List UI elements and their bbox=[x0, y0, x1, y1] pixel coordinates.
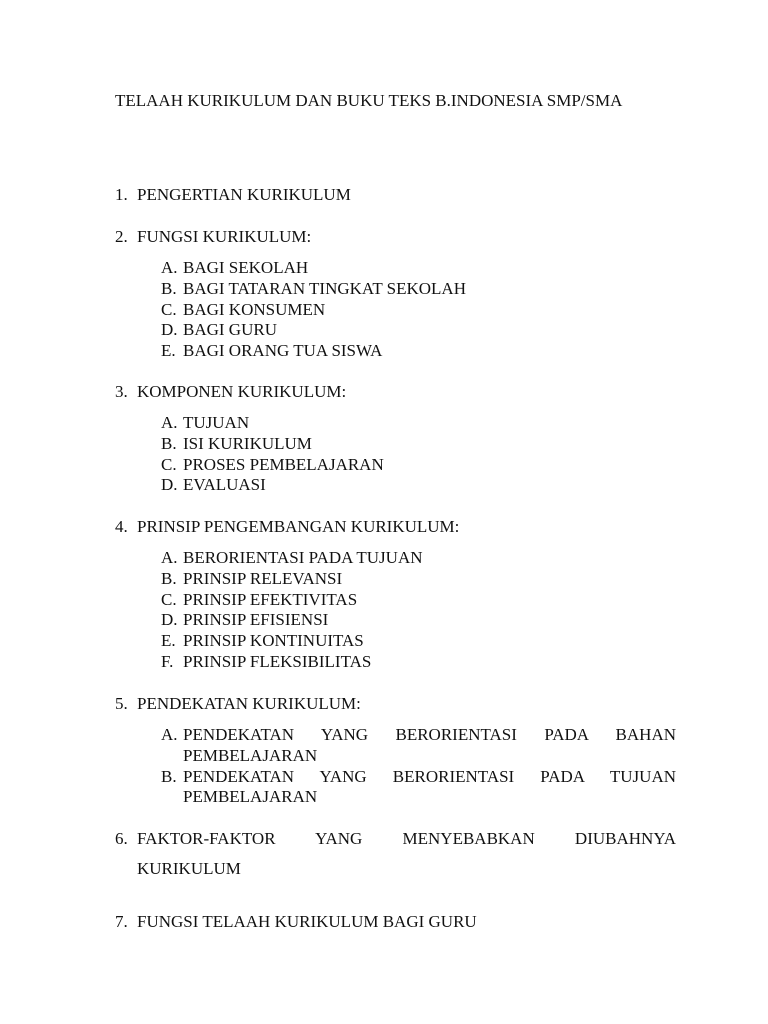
sub-text: TUJUAN bbox=[183, 413, 250, 432]
item-number: 4. bbox=[115, 517, 128, 536]
item-heading-continuation: KURIKULUM bbox=[137, 859, 241, 878]
sub-letter: C. bbox=[161, 589, 177, 609]
item-number: 3. bbox=[115, 382, 128, 401]
item-heading: KOMPONEN KURIKULUM: bbox=[137, 382, 347, 401]
sub-text: BAGI SEKOLAH bbox=[183, 258, 309, 277]
sub-letter: E. bbox=[161, 341, 176, 361]
sub-item bbox=[161, 767, 676, 809]
sub-letter: D. bbox=[161, 475, 178, 495]
sublist-item-4 bbox=[161, 548, 676, 673]
sub-item bbox=[161, 434, 676, 455]
item-heading: FUNGSI TELAAH KURIKULUM BAGI GURU bbox=[137, 912, 477, 931]
item-heading: PRINSIP PENGEMBANGAN KURIKULUM: bbox=[137, 517, 460, 536]
item-heading: PENGERTIAN KURIKULUM bbox=[137, 185, 351, 204]
list-item-3 bbox=[115, 381, 676, 403]
sub-letter: E. bbox=[161, 631, 176, 651]
sub-item bbox=[161, 320, 676, 341]
sub-text: PENDEKATAN YANG BERORIENTASI PADA BAHAN PEMBELAJARAN bbox=[183, 725, 676, 765]
sub-item bbox=[161, 652, 676, 673]
item-number: 7. bbox=[115, 912, 128, 931]
list-item-2 bbox=[115, 226, 676, 248]
sub-letter: F. bbox=[161, 651, 174, 671]
sub-letter: A. bbox=[161, 413, 178, 432]
sub-item bbox=[161, 341, 676, 362]
sub-text: PRINSIP FLEKSIBILITAS bbox=[183, 651, 372, 671]
sub-item bbox=[161, 413, 676, 434]
sublist-item-2 bbox=[161, 258, 676, 362]
sub-text: BAGI KONSUMEN bbox=[183, 299, 326, 319]
sub-letter: C. bbox=[161, 299, 177, 319]
sub-letter: D. bbox=[161, 610, 178, 630]
sub-text: PRINSIP RELEVANSI bbox=[183, 568, 343, 588]
sub-letter: A. bbox=[161, 725, 178, 744]
sub-item bbox=[161, 610, 676, 631]
list-item-4 bbox=[115, 516, 676, 538]
sub-item bbox=[161, 590, 676, 611]
document-title: TELAAH KURIKULUM DAN BUKU TEKS B.INDONESIA SMP/SMA bbox=[115, 91, 623, 110]
sub-item bbox=[161, 548, 676, 569]
item-number: 2. bbox=[115, 227, 128, 246]
sub-text: EVALUASI bbox=[183, 475, 266, 495]
sub-letter: A. bbox=[161, 548, 178, 567]
sub-text: PRINSIP EFEKTIVITAS bbox=[183, 589, 358, 609]
sub-text: PROSES PEMBELAJARAN bbox=[183, 454, 384, 474]
sub-item bbox=[161, 300, 676, 321]
sub-text: PRINSIP EFISIENSI bbox=[183, 610, 329, 630]
sub-text: BERORIENTASI PADA TUJUAN bbox=[183, 548, 423, 567]
list-item-6 bbox=[115, 828, 676, 850]
item-heading: FUNGSI KURIKULUM: bbox=[137, 227, 312, 246]
item-number: 1. bbox=[115, 185, 128, 204]
sublist-item-3 bbox=[161, 413, 676, 496]
sub-letter: A. bbox=[161, 258, 178, 277]
sub-letter: B. bbox=[161, 278, 177, 298]
sub-item bbox=[161, 725, 676, 767]
sub-item bbox=[161, 569, 676, 590]
sub-text: BAGI TATARAN TINGKAT SEKOLAH bbox=[183, 278, 466, 298]
sub-letter: B. bbox=[161, 433, 177, 453]
list-item-5 bbox=[115, 693, 676, 715]
item-number: 6. bbox=[115, 829, 128, 848]
sub-text: PRINSIP KONTINUITAS bbox=[183, 631, 364, 651]
sub-item bbox=[161, 279, 676, 300]
sublist-item-5 bbox=[161, 725, 676, 808]
sub-text: ISI KURIKULUM bbox=[183, 433, 312, 453]
sub-letter: D. bbox=[161, 320, 178, 340]
item-heading: PENDEKATAN KURIKULUM: bbox=[137, 694, 361, 713]
sub-text: PENDEKATAN YANG BERORIENTASI PADA TUJUAN PEMBELAJARAN bbox=[183, 766, 676, 807]
list-item-1 bbox=[115, 184, 676, 206]
sub-item bbox=[161, 631, 676, 652]
sub-letter: B. bbox=[161, 568, 177, 588]
sub-letter: B. bbox=[161, 766, 177, 786]
list-item-7 bbox=[115, 911, 676, 933]
sub-item bbox=[161, 258, 676, 279]
item-number: 5. bbox=[115, 694, 128, 713]
sub-letter: C. bbox=[161, 454, 177, 474]
sub-text: BAGI ORANG TUA SISWA bbox=[183, 341, 383, 361]
sub-text: BAGI GURU bbox=[183, 320, 277, 340]
sub-item bbox=[161, 455, 676, 476]
sub-item bbox=[161, 475, 676, 496]
item-heading: FAKTOR-FAKTOR YANG MENYEBABKAN DIUBAHNYA bbox=[137, 829, 676, 848]
